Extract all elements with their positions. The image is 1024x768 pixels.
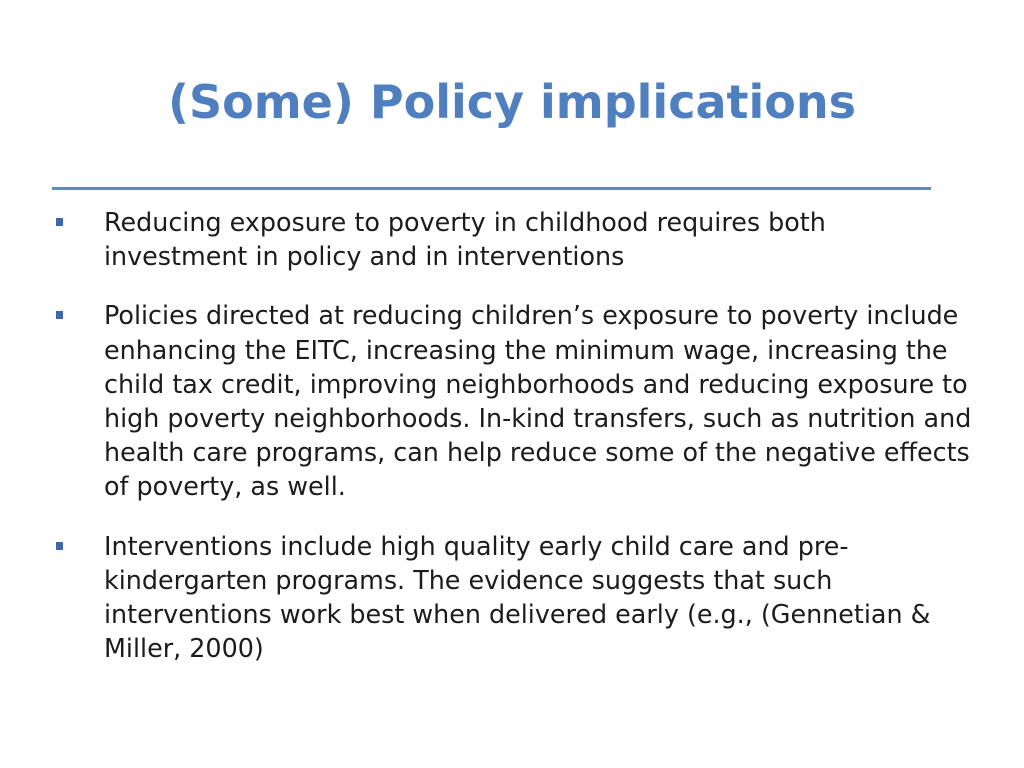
bullet-text: Policies directed at reducing children’s exposure to poverty include enhancing the EITC, increasing the minimum wage, increasing the child tax credit, improving neighborhoods and reducing exposure to high poverty neighborhoods. In-kind transfers, such as nutrition and health care programs, can help reduce some of the negative effects of poverty, as well. — [104, 300, 972, 502]
bullet-item — [0, 529, 1024, 666]
slide-title: (Some) Policy implications — [167, 75, 856, 129]
bullet-item — [0, 205, 1024, 273]
square-bullet-icon — [56, 218, 63, 226]
bullet-text: Reducing exposure to poverty in childhood requires both investment in policy and in interventions — [104, 207, 826, 272]
bullet-list — [0, 205, 1024, 690]
bullet-item — [0, 298, 1024, 503]
square-bullet-icon — [56, 542, 63, 550]
square-bullet-icon — [56, 311, 63, 319]
title-divider — [52, 187, 931, 190]
bullet-text: Interventions include high quality early child care and pre-kindergarten programs. The evidence suggests that such interventions work best when delivered early (e.g., (Gennetian & Miller, 2000) — [104, 530, 931, 664]
